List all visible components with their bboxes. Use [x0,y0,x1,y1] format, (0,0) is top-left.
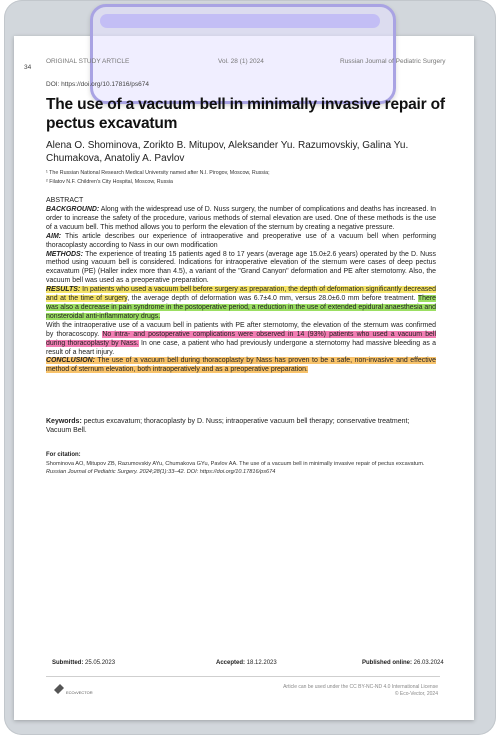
abstract-body [46,206,436,375]
aim-label: AIM: [46,232,62,240]
published-date [362,660,444,666]
results-highlight-pink: No intra- and postoperative complications were observed in 14 (93%) patients who used a vacuum bell during thoracoplasty by Nass. [46,330,436,347]
doi-link[interactable]: DOI: https://doi.org/10.17816/ps674 [46,81,149,88]
conclusion-paragraph [46,357,436,375]
accepted-date [216,660,277,666]
background-paragraph [46,206,436,233]
abstract-heading: ABSTRACT [46,197,84,204]
submitted-label: Submitted: [52,660,84,666]
methods-label: METHODS: [46,250,83,258]
logo-text: ECO•VECTOR [66,690,93,695]
results-text-3: In one case, a patient who had previously undergone a sternotomy had massive bleeding as a result of a heart injury. [46,339,436,356]
accepted-label: Accepted: [216,660,246,666]
citation [46,461,446,476]
published-value: 26.03.2024 [412,660,444,666]
results-highlight-yellow: In patients who used a vacuum bell before surgery as preparation, the depth of deformation significantly decreased and at the time of surgery [46,286,436,303]
copyright-text: © Eco-Vector, 2024 [394,691,438,697]
citation-line-2: Russian Journal of Pediatric Surgery. 2024;28(1):33–42. DOI: https://doi.org/10.17816/ps674 [46,468,276,475]
clip-bar [100,14,380,28]
citation-line-1: Shominova AO, Mitupov ZB, Razumovskiy AYu, Chumakova GYu, Pavlov AA. The use of a vacuum bell in minimally invasive repair of pectus excavatum. [46,461,425,467]
results-highlight-green: There was also a decrease in pain syndrome in the postoperative period, a reduction in the use of extended epidural anaesthesia and nonsteroidal anti-inflammatory drugs. [46,295,436,320]
journal-name: Russian Journal of Pediatric Surgery [340,58,446,65]
results-paragraph-2 [46,322,436,358]
results-paragraph [46,286,436,322]
results-text-1: , the average depth of deformation was 6.7±4.0 mm, versus 28.0±6.0 mm before treatment. [127,295,418,303]
conclusion-label: CONCLUSION: [46,357,95,365]
methods-text: The experience of treating 15 patients aged 8 to 17 years (average age 15.0±2.6 years) operated by the D. Nuss method using vacuum bell is considered. Indications for intraoperative elevation of the sternum were cases of deep pectus excavatum (PE) (Haller index more than 4.5), a variant of the "Grand Canyon" deformation and PE after sternotomy. Also, the vacuum bell was used as a preoperative preparation. [46,250,436,285]
license-notice [283,684,438,698]
submitted-date [52,660,115,666]
conclusion-text: The use of a vacuum bell during thoracoplasty by Nass has proven to be a safe, non-invasive and effective method of sternum elevation, both intraoperatively and as a preoperative preparation. [46,357,436,374]
published-label: Published online: [362,660,413,666]
keywords [46,417,436,435]
eco-vector-logo-icon [50,682,96,696]
license-text: Article can be used under the CC BY-NC-ND 4.0 International License [283,684,438,690]
affiliation-2: ² Filatov N.F. Children's City Hospital, Moscow, Russia [46,179,173,185]
footer-divider [46,676,440,677]
results-label: RESULTS: [46,286,81,294]
keywords-text: pectus excavatum; thoracoplasty by D. Nuss; intraoperative vacuum bell therapy; conservative treatment; Vacuum Bell. [46,418,410,434]
submitted-value: 25.05.2023 [83,660,116,666]
section-label: ORIGINAL STUDY ARTICLE [46,58,130,65]
background-label: BACKGROUND: [46,206,100,213]
aim-text: This article describes our experience of intraoperative and preoperative use of a vacuum bell when performing thoracoplasty according to Nass in our own modification [46,232,436,249]
authors: Alena O. Shominova, Zorikto B. Mitupov, Aleksander Yu. Razumovskiy, Galina Yu. Chumakova, Anatoliy A. Pavlov [46,140,409,164]
results-text-2: With the intraoperative use of a vacuum bell in patients with PE after sternotomy, the elevation of the sternum was confirmed by thoracoscopy. [46,321,436,338]
page-number: 34 [24,64,32,71]
aim-paragraph [46,233,436,251]
citation-label: For citation: [46,452,81,458]
affiliation-1: ¹ The Russian National Research Medical University named after N.I. Pirogov, Moscow, Russia; [46,170,270,176]
article-title: The use of a vacuum bell in minimally invasive repair of pectus excavatum [46,96,445,132]
methods-paragraph [46,251,436,287]
volume-label: Vol. 28 (1) 2024 [218,58,264,65]
keywords-label: Keywords: [46,418,82,425]
accepted-value: 18.12.2023 [245,660,277,666]
background-text: Along with the widespread use of D. Nuss surgery, the number of complications and deaths has increased. In order to increase the safety of the procedure, various methods of sternal elevation are used. One of these methods is the use of a vacuum bell. This method allows you to perform the elevation of the sternum by creating a negative pressure. [46,206,436,231]
